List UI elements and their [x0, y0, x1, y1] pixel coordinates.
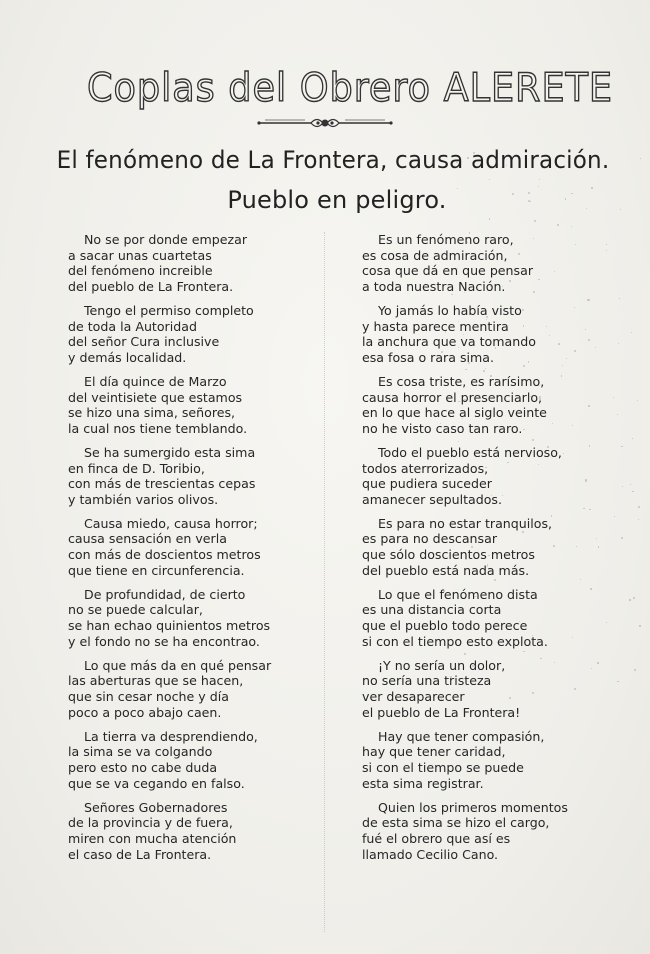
speckle	[489, 179, 490, 180]
verse-line: la sima se va colgando	[68, 744, 213, 760]
verse-line: del fenómeno increible	[68, 263, 213, 279]
subtitle-line-1: El fenómeno de La Frontera, causa admiración.	[56, 146, 610, 174]
speckle	[531, 638, 533, 640]
verse-line: y también varios olivos.	[68, 491, 219, 507]
speckle	[638, 519, 639, 520]
verse-line: no sería una tristeza	[362, 673, 492, 689]
speckle	[463, 334, 464, 335]
verse-line: Hay que tener compasión,	[378, 728, 545, 744]
verse-line: El día quince de Marzo	[84, 373, 227, 389]
verse-line: que el pueblo todo perece	[362, 618, 528, 634]
stanza	[362, 729, 622, 791]
speckle	[633, 597, 635, 599]
speckle	[622, 486, 623, 487]
verse-line: la anchura que va tomando	[362, 334, 536, 350]
speckle	[443, 590, 444, 591]
speckle	[629, 599, 630, 600]
speckle	[638, 506, 640, 508]
verse-line: el caso de La Frontera.	[68, 846, 212, 862]
verse-line: hay que tener caridad,	[362, 744, 506, 760]
speckle	[585, 479, 587, 481]
verse-line: esa fosa o rara sima.	[362, 349, 495, 365]
speckle	[459, 427, 460, 428]
speckle	[618, 343, 619, 344]
verse-line: todos aterrorizados,	[362, 460, 489, 476]
speckle	[553, 545, 555, 547]
speckle	[554, 662, 555, 663]
speckle	[539, 398, 541, 400]
verse-line: que sólo doscientos metros	[362, 547, 535, 563]
verse-line: miren con mucha atención	[68, 830, 237, 846]
verse-line: causa horror el presenciarlo,	[362, 389, 543, 405]
speckle	[631, 332, 632, 333]
speckle	[490, 375, 492, 377]
speckle	[532, 635, 533, 636]
speckle	[445, 331, 446, 332]
verse-line: es una distancia corta	[362, 602, 502, 618]
verse-line: Es para no estar tranquilos,	[378, 515, 553, 531]
verse-line: y el fondo no se ha encontrao.	[68, 633, 260, 649]
speckle	[486, 316, 488, 318]
verse-line: Causa miedo, causa horror;	[84, 515, 258, 531]
verse-line: no se puede calcular,	[68, 602, 203, 618]
speckle	[538, 464, 539, 465]
verse-line: la cual nos tiene temblando.	[68, 420, 248, 436]
verse-line: ver desaparecer	[362, 689, 465, 704]
speckle	[621, 537, 623, 539]
speckle	[632, 491, 633, 492]
verse-line: si con el tiempo esto explota.	[362, 633, 548, 649]
speckle	[472, 665, 474, 667]
speckle	[621, 446, 622, 447]
verse-line: poco a poco abajo caen.	[68, 704, 222, 720]
verse-line: con más de trescientas cepas	[68, 476, 256, 492]
speckle	[533, 291, 535, 293]
speckle	[617, 681, 618, 682]
speckle	[637, 400, 638, 401]
speckle	[585, 329, 586, 330]
verse-line: las aberturas que se hacen,	[68, 673, 244, 689]
verse-line: el pueblo de La Frontera!	[362, 704, 521, 720]
verse-line: Se ha sumergido esta sima	[84, 444, 256, 460]
speckle	[534, 220, 536, 222]
speckle	[617, 414, 618, 415]
speckle	[563, 453, 564, 454]
page-title: Coplas del Obrero ALERETE	[86, 66, 614, 111]
speckle	[523, 365, 525, 367]
speckle	[471, 546, 473, 548]
stanza	[362, 374, 622, 436]
verse-line: con más de doscientos metros	[68, 547, 261, 563]
speckle	[489, 218, 490, 219]
stanza	[362, 303, 622, 365]
stanza	[68, 445, 318, 507]
speckle	[441, 497, 442, 498]
stanza	[362, 658, 622, 720]
stanza	[362, 800, 622, 862]
verse-line: a toda nuestra Nación.	[362, 278, 506, 294]
speckle	[571, 226, 572, 227]
speckle	[632, 438, 633, 439]
speckle	[530, 201, 531, 202]
verse-line: ¡Y no sería un dolor,	[378, 657, 506, 673]
verse-line: se han echao quinientos metros	[68, 618, 271, 634]
speckle	[483, 370, 485, 372]
speckle	[533, 238, 534, 239]
speckle	[588, 405, 590, 407]
speckle	[467, 157, 469, 159]
stanza	[362, 445, 622, 507]
verse-line: del señor Cura inclusive	[68, 334, 220, 350]
speckle	[464, 653, 466, 655]
stanza	[68, 303, 318, 365]
subtitle-line-2: Pueblo en peligro.	[227, 186, 447, 214]
speckle	[444, 252, 445, 253]
verse-line: y hasta parece mentira	[362, 318, 509, 334]
speckle	[589, 445, 591, 447]
verse-line: que se va cegando en falso.	[68, 775, 245, 791]
verse-line: del veintisiete que estamos	[68, 389, 243, 405]
speckle	[456, 669, 457, 670]
verse-line: pero esto no cabe duda	[68, 759, 218, 775]
right-poem-column	[362, 232, 622, 871]
stanza	[68, 374, 318, 436]
verse-line: en finca de D. Toribio,	[68, 460, 205, 476]
stanza	[68, 232, 318, 294]
speckle	[446, 451, 447, 452]
speckle	[630, 484, 631, 485]
verse-line: De profundidad, de cierto	[84, 586, 246, 602]
verse-line: es cosa de admiración,	[362, 247, 508, 263]
speckle	[613, 397, 614, 398]
verse-line: del pueblo está nada más.	[362, 562, 530, 578]
speckle	[487, 564, 488, 565]
verse-line: en lo que hace al siglo veinte	[362, 405, 547, 421]
verse-line: Yo jamás lo había visto	[378, 302, 522, 318]
verse-line: que tiene en circunferencia.	[68, 562, 245, 578]
verse-line: esta sima registrar.	[362, 775, 484, 791]
verse-line: Tengo el permiso completo	[84, 302, 254, 318]
verse-line: si con el tiempo se puede	[362, 759, 524, 775]
verse-line: a sacar unas cuartetas	[68, 247, 212, 263]
verse-line: es para no descansar	[362, 531, 497, 547]
verse-line: No se por donde empezar	[84, 232, 248, 247]
verse-line: Lo que el fenómeno dista	[378, 586, 538, 602]
speckle	[583, 508, 584, 509]
verse-line: se hizo una sima, señores,	[68, 405, 236, 421]
verse-line: y demás localidad.	[68, 349, 187, 365]
verse-line: llamado Cecilio Cano.	[362, 846, 499, 862]
verse-line: cosa que dá en que pensar	[362, 263, 533, 279]
speckle	[591, 187, 592, 188]
speckle	[450, 357, 451, 358]
left-poem-column	[68, 232, 318, 871]
verse-line: fué el obrero que así es	[362, 830, 511, 846]
verse-line: no he visto caso tan raro.	[362, 420, 523, 436]
speckle	[558, 343, 560, 345]
stanza	[362, 587, 622, 649]
column-divider	[324, 232, 325, 932]
speckle	[639, 625, 641, 627]
verse-line: que sin cesar noche y día	[68, 689, 229, 704]
speckle	[507, 462, 509, 464]
speckle	[580, 579, 581, 580]
speckle	[547, 446, 549, 448]
verse-line: del pueblo de La Frontera.	[68, 278, 234, 294]
speckle	[597, 662, 599, 664]
verse-line: de toda la Autoridad	[68, 318, 197, 334]
speckle	[539, 179, 540, 180]
verse-line: Es cosa triste, es rarísimo,	[378, 373, 545, 389]
stanza	[362, 232, 622, 294]
speckle	[532, 692, 534, 694]
stanza	[362, 516, 622, 578]
speckle	[589, 509, 591, 511]
speckle	[458, 401, 459, 402]
verse-line: Todo el pueblo está nervioso,	[378, 444, 562, 460]
speckle	[557, 224, 559, 226]
verse-line: amanecer sepultados.	[362, 491, 502, 507]
verse-line: que pudiera suceder	[362, 476, 492, 492]
verse-line: Señores Gobernadores	[84, 799, 228, 815]
verse-line: Quien los primeros momentos	[378, 799, 568, 815]
speckle	[502, 495, 503, 496]
speckle	[490, 285, 492, 287]
verse-line: causa sensación en verla	[68, 531, 227, 547]
speckle	[469, 232, 470, 233]
verse-line: Es un fenómeno raro,	[378, 232, 514, 247]
speckle	[442, 574, 443, 575]
speckle	[529, 644, 531, 646]
speckle	[518, 253, 520, 255]
speckle	[509, 280, 511, 282]
decorative-rule-ornament-icon	[255, 112, 395, 134]
stanza	[68, 516, 318, 578]
speckle	[488, 555, 490, 557]
verse-line: La tierra va desprendiendo,	[84, 728, 258, 744]
speckle	[640, 158, 641, 159]
stanza	[68, 587, 318, 649]
stanza	[68, 729, 318, 791]
stanza	[68, 658, 318, 720]
verse-line: Lo que más da en qué pensar	[84, 657, 272, 673]
verse-line: de la provincia y de fuera,	[68, 815, 233, 831]
stanza	[68, 800, 318, 862]
verse-line: de esta sima se hizo el cargo,	[362, 815, 550, 831]
speckle	[565, 198, 566, 199]
speckle	[634, 669, 636, 671]
speckle	[590, 588, 592, 590]
